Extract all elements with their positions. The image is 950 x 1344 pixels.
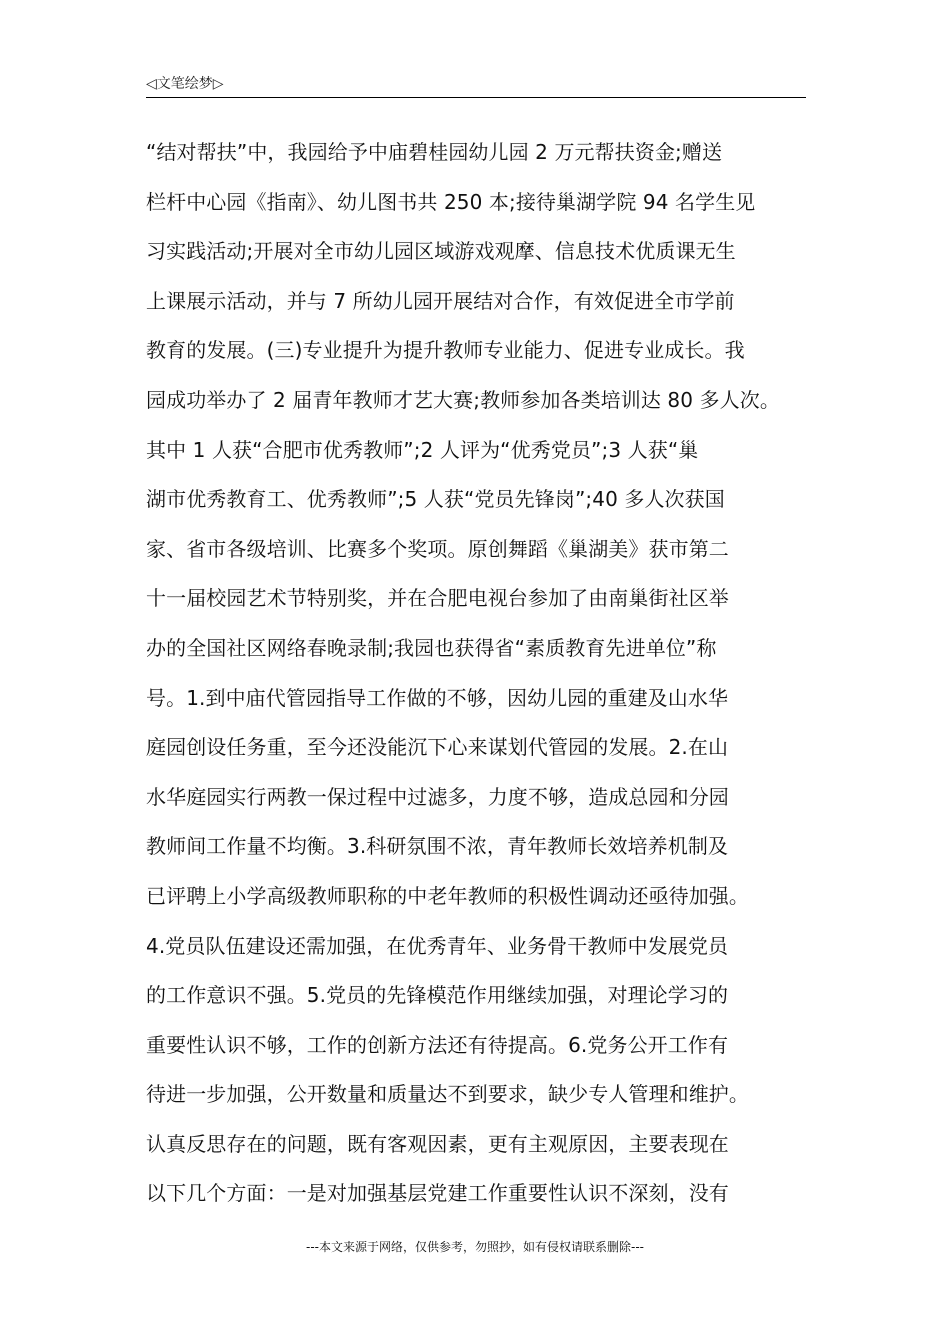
body-line: 教师间工作量不均衡。3.科研氛围不浓，青年教师长效培养机制及: [146, 834, 729, 859]
body-line: 4.党员队伍建设还需加强，在优秀青年、业务骨干教师中发展党员: [146, 933, 729, 958]
body-line: 号。1.到中庙代管园指导工作做的不够，因幼儿园的重建及山水华: [146, 685, 729, 710]
body-line: 家、省市各级培训、比赛多个奖项。原创舞蹈《巢湖美》获市第二: [146, 536, 729, 561]
body-line: 以下几个方面：一是对加强基层党建工作重要性认识不深刻，没有: [146, 1181, 729, 1206]
body-line: 的工作意识不强。5.党员的先锋模范作用继续加强，对理论学习的: [146, 983, 729, 1008]
body-line: 十一届校园艺术节特别奖，并在合肥电视台参加了由南巢街社区举: [146, 586, 729, 611]
page-header: ◁文笔绘梦▷: [146, 76, 224, 92]
body-line: 教育的发展。(三)专业提升为提升教师专业能力、促进专业成长。我: [146, 338, 745, 363]
body-line: 水华庭园实行两教一保过程中过滤多，力度不够，造成总园和分园: [146, 784, 729, 809]
body-line: 习实践活动;开展对全市幼儿园区域游戏观摩、信息技术优质课无生: [146, 239, 736, 264]
body-line: 其中 1 人获“合肥市优秀教师”;2 人评为“优秀党员”;3 人获“巢: [146, 437, 699, 462]
body-line: 湖市优秀教育工、优秀教师”;5 人获“党员先锋岗”;40 多人次获国: [146, 487, 725, 512]
body-line: 栏杆中心园《指南》、幼儿图书共 250 本;接待巢湖学院 94 名学生见: [146, 189, 756, 214]
page-footer-notice: ---本文来源于网络，仅供参考，勿照抄，如有侵权请联系删除---: [306, 1240, 644, 1254]
body-line: 重要性认识不够，工作的创新方法还有待提高。6.党务公开工作有: [146, 1032, 729, 1057]
header-divider: [146, 97, 806, 98]
document-body: [146, 128, 808, 1219]
body-line: 待进一步加强，公开数量和质量达不到要求，缺少专人管理和维护。: [146, 1082, 749, 1107]
body-line: 园成功举办了 2 届青年教师才艺大赛;教师参加各类培训达 80 多人次。: [146, 387, 780, 412]
body-line: 办的全国社区网络春晚录制;我园也获得省“素质教育先进单位”称: [146, 635, 717, 660]
body-line: 已评聘上小学高级教师职称的中老年教师的积极性调动还亟待加强。: [146, 883, 749, 908]
body-line: “结对帮扶”中，我园给予中庙碧桂园幼儿园 2 万元帮扶资金;赠送: [146, 140, 723, 164]
body-line: 认真反思存在的问题，既有客观因素，更有主观原因，主要表现在: [146, 1131, 729, 1156]
body-line: 庭园创设任务重，至今还没能沉下心来谋划代管园的发展。2.在山: [146, 735, 729, 760]
body-line: 上课展示活动，并与 7 所幼儿园开展结对合作，有效促进全市学前: [146, 288, 735, 313]
